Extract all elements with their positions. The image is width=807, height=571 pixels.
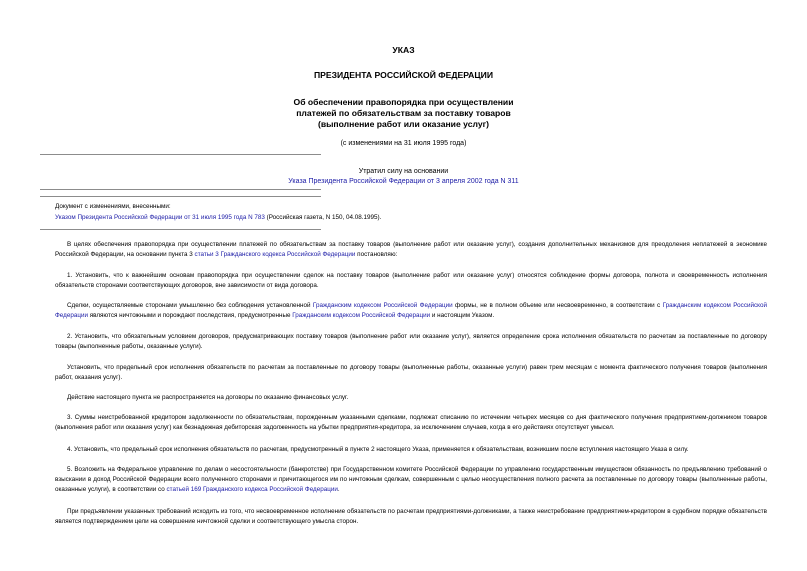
paragraph-text: формы, не в полном объеме или несвоевременно, в соответствии с: [452, 302, 663, 309]
claims-paragraph: При предъявлении указанных требований исходить из того, что несвоевременное исполнение обязательств по расчетам предприятиями-должниками, а также неистребование предприятием-кредитором в судебном порядке обязательств является подтверждением цели на совершение ничтожной сделки и соответствующего умысла сторон.: [55, 508, 767, 525]
civil-code-link[interactable]: Гражданским кодексом Российской Федерации: [55, 302, 768, 319]
title-line-3: (выполнение работ или оказание услуг): [317, 119, 490, 129]
civil-code-article-3-link[interactable]: статьи 3 Гражданского кодекса Российской Федерации: [194, 251, 356, 258]
clause-3-paragraph: 3. Суммы неистребованной кредитором задолженности по обязательствам, порожденным указанными сделками, подлежат списанию по истечении четырех месяцев со дня фактического получения предприятием-должником товаров (выполнения работ или оказания услуг) как безнадежная дебиторская задолженность на убытки предприятия-кредитора, за исключением случаев, когда в его действиях отсутствует умысел.: [55, 414, 767, 431]
repeal-decree-link[interactable]: Указа Президента Российской Федерации от 3 апреля 2002 года N 311: [288, 178, 519, 185]
title-line-1: Об обеспечении правопорядка при осуществлении: [293, 97, 514, 107]
paragraph-text: .: [337, 486, 340, 493]
changes-line: [55, 213, 381, 223]
clause-1-paragraph: 1. Установить, что к важнейшим основам правопорядка при осуществлении сделок на поставку товаров (выполнение работ или оказание услуг) относятся соблюдение формы договора, полнота и своевременность исполнения обязательств сторонами соответствующих договоров, вне зависимости от вида договора.: [55, 272, 767, 289]
preamble-paragraph: [55, 240, 767, 260]
title-line-2: платежей по обязательствам за поставку товаров: [296, 108, 511, 118]
clause-4-paragraph: 4. Установить, что предельный срок исполнения обязательств по расчетам, предусмотренный в пункте 2 настоящего Указа, применяется к обязательствам, возникшим после вступления настоящего Указа в силу.: [67, 446, 689, 453]
amending-decree-link[interactable]: Указом Президента Российской Федерации от 31 июля 1995 года N 783: [55, 214, 265, 221]
paragraph-text: являются ничтожными и порождают последствия, предусмотренные: [87, 312, 293, 319]
clause-2-paragraph: 2. Установить, что обязательным условием договоров, предусматривающих поставку товаров (выполнение работ или оказание услуг), является определение срока исполнения обязательств по расчетам за поставленные по договору товары (выполненные работы, оказанные услуги).: [55, 333, 767, 350]
divider: [40, 189, 321, 190]
clause-5-paragraph: [55, 465, 767, 495]
preamble-text-end: постановляю:: [355, 251, 398, 258]
changes-label: Документ с изменениями, внесенными:: [55, 203, 171, 210]
civil-code-link[interactable]: Гражданским кодексом Российской Федерации: [292, 312, 431, 319]
issuer-heading: ПРЕЗИДЕНТА РОССИЙСКОЙ ФЕДЕРАЦИИ: [313, 70, 494, 80]
paragraph-text: 5. Возложить на Федеральное управление по делам о несостоятельности (банкротстве) при Государственном комитете Российской Федерации по управлению государственным имуществом обязанность по предъявлению требований о взыскании в доход Российской Федерации всего полученного сторонами и причитающегося им по ничтожным сделкам, совершенным с целью неосуществления полного расчета за поставленные по договору товары (выполненные работы, оказанные услуги), в соответствии со: [55, 466, 767, 493]
document-type-heading: УКАЗ: [392, 45, 415, 55]
changes-source: (Российская газета, N 150, 04.08.1995).: [264, 214, 382, 221]
divider: [40, 154, 321, 155]
preamble-text: В целях обеспечения правопорядка при осуществлении платежей по обязательствам за поставку товаров (выполнение работ или оказание услуг), создания дополнительных механизмов для преодоления неплатежей в экономике Российской Федерации, на основании пункта 3: [55, 241, 767, 258]
repeal-label: Утратил силу на основании: [358, 168, 449, 175]
void-deals-paragraph: [55, 301, 767, 321]
paragraph-text: и настоящим Указом.: [430, 312, 495, 319]
exclusion-paragraph: Действие настоящего пункта не распространяется на договоры по оказанию финансовых услуг.: [67, 394, 349, 401]
divider: [40, 229, 321, 230]
payment-term-paragraph: Установить, что предельный срок исполнения обязательств по расчетам за поставленные по договору товары (выполненные работы, оказанные услуги) равен трем месяцам с момента фактического получения товаров (выполнения работ, оказания услуг).: [55, 364, 767, 381]
paragraph-text: Сделки, осуществляемые сторонами умышленно без соблюдения установленной: [67, 302, 313, 309]
civil-code-link[interactable]: Гражданским кодексом Российской Федерации: [312, 302, 453, 309]
amendments-note: (с изменениями на 31 июля 1995 года): [340, 140, 467, 147]
divider: [40, 196, 321, 197]
civil-code-article-169-link[interactable]: статьей 169 Гражданского кодекса Российской Федерации: [166, 486, 338, 493]
